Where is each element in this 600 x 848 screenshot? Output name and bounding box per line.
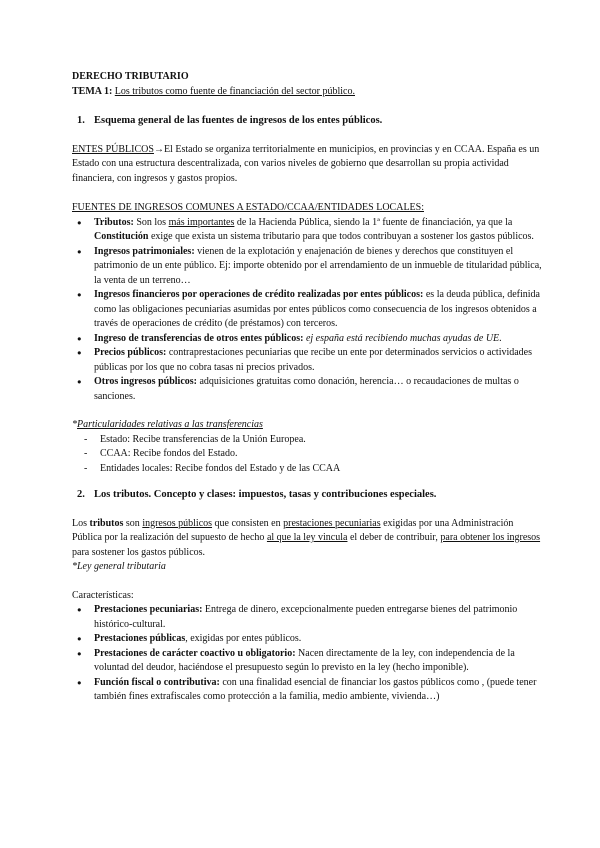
def-text: Los xyxy=(72,517,90,529)
item-text: adquisiciones gratuitas como donación, herencia… o recaudaciones de multas o sanciones. xyxy=(94,376,519,402)
list-item xyxy=(72,603,542,632)
entes-label: ENTES PÚBLICOS xyxy=(72,143,154,155)
entes-text: El Estado se organiza territorialmente en municipios, en provincias y en CCAA. España es un Estado con una estructura descentralizada, con varios niveles de gobierno que desarrollan su propia actividad financiera, con ingresos y gastos propios. xyxy=(72,143,540,184)
section-2-title: Los tributos. Concepto y clases: impuestos, tasas y contribuciones especiales. xyxy=(94,489,437,500)
item-text: Entrega de dinero, excepcionalmente pueden entregarse bienes del patrimonio histórico-cultural. xyxy=(94,604,518,630)
fuentes-list xyxy=(72,216,542,405)
list-item xyxy=(72,676,542,705)
section-1-title: Esquema general de las fuentes de ingresos de los entes públicos. xyxy=(94,115,383,126)
item-term: Prestaciones pecuniarias: xyxy=(94,604,203,615)
def-text: exigidas por una Administración Pública por la realización del supuesto de hecho xyxy=(72,517,514,543)
list-item xyxy=(72,288,542,332)
item-text: , exigidas por entes públicos. xyxy=(185,633,302,644)
def-text: que consisten en xyxy=(212,517,284,529)
list-item xyxy=(72,375,542,404)
caracteristicas-heading: Características: xyxy=(72,589,134,601)
item-text: exige que exista un sistema tributario para que todos contribuyan a sostener los gastos públicos. xyxy=(148,231,534,242)
item-term: Prestaciones de carácter coactivo u obligatorio: xyxy=(94,647,296,659)
item-term: Ingreso de transferencias de otros entes públicos: xyxy=(94,332,304,344)
item-term: Precios públicos: xyxy=(94,347,167,358)
item-underlined: más importantes xyxy=(168,216,235,228)
item-term: Ingresos patrimoniales: xyxy=(94,245,195,257)
def-underlined: para obtener los ingresos xyxy=(440,532,541,543)
item-text: contraprestaciones pecuniarias que recibe un ente por determinados servicios o actividades públicas por los que no cobra tasas ni precios privados. xyxy=(94,347,533,373)
tributos-definition xyxy=(72,517,542,561)
def-underlined: prestaciones pecuniarias xyxy=(283,517,381,529)
item-term: Prestaciones públicas xyxy=(94,633,186,644)
list-item xyxy=(72,332,542,347)
particularidades-title: Particularidades relativas a las transferencias xyxy=(77,419,263,430)
list-item xyxy=(72,647,542,676)
list-item: - Estado: Recibe transferencias de la Unión Europea. xyxy=(72,433,542,448)
item-text: vienen de la explotación y enajenación de bienes y derechos que constituyen el patrimonio de un ente público. Ej: importe obtenido por el arrendamiento de un inmueble de titularidad pública, la venta de un terreno… xyxy=(94,245,542,286)
document-page xyxy=(72,70,542,705)
item-text: es la deuda pública, definida como las obligaciones pecuniarias asumidas por entes públicos como consecuencia de los ingresos obtenidos a través de operaciones de crédito (de préstamos) con terceros. xyxy=(94,289,540,329)
def-underlined: al que la ley vincula xyxy=(266,532,348,543)
item-term: Tributos: xyxy=(94,216,134,228)
caracteristicas-list xyxy=(72,603,542,705)
section-2-heading xyxy=(77,488,542,503)
item-text: de la Hacienda Pública, siendo la 1ª fuente de financiación, ya que la xyxy=(234,216,513,228)
list-item: - CCAA: Recibe fondos del Estado. xyxy=(72,447,542,462)
list-item xyxy=(72,632,542,647)
list-item xyxy=(72,346,542,375)
list-item xyxy=(72,216,542,245)
particularidades-list xyxy=(72,433,542,477)
def-text: el deber de contribuir, xyxy=(347,532,441,543)
item-italic: ej españa está recibiendo muchas ayudas de UE xyxy=(305,332,500,344)
def-underlined: ingresos públicos xyxy=(142,517,213,529)
item-text: Nacen directamente de la ley, con independencia de la voluntad del deudor, haciéndose el presupuesto según lo previsto en la ley (hecho imponible). xyxy=(94,647,515,673)
tema-text: Los tributos como fuente de financiación del sector público. xyxy=(114,85,355,97)
list-item xyxy=(72,245,542,289)
section-2-number: 2. xyxy=(77,489,85,500)
document-title: DERECHO TRIBUTARIO xyxy=(72,71,189,82)
item-term: Otros ingresos públicos: xyxy=(94,376,197,387)
asterisk: * xyxy=(72,419,77,430)
tema-label: TEMA 1: xyxy=(72,85,113,97)
item-term: Ingresos financieros por operaciones de crédito realizadas por entes públicos: xyxy=(94,289,424,300)
def-text: para sostener los gastos públicos. xyxy=(72,546,206,558)
entes-paragraph xyxy=(72,143,542,187)
fuentes-heading: FUENTES DE INGRESOS COMUNES A ESTADO/CCAA/ENTIDADES LOCALES: xyxy=(72,202,424,213)
ley-note: *Ley general tributaria xyxy=(72,561,166,572)
arrow-icon: → xyxy=(153,143,164,155)
item-term: Constitución xyxy=(94,231,149,242)
item-text: . xyxy=(499,332,502,344)
item-text: Son los xyxy=(133,216,169,228)
item-term: Función fiscal o contributiva: xyxy=(94,676,220,688)
section-1-heading xyxy=(77,114,542,129)
section-1-number: 1. xyxy=(77,115,85,126)
list-item: - Entidades locales: Recibe fondos del Estado y de las CCAA xyxy=(72,462,542,477)
particularidades-heading xyxy=(72,418,542,433)
item-text: con una finalidad esencial de financiar los gastos públicos como , (puede tener también fines extrafiscales como protección a la familia, medio ambiente, vivienda…) xyxy=(94,676,537,702)
def-text: son xyxy=(123,517,143,529)
tema-line xyxy=(72,85,542,100)
def-term: tributos xyxy=(89,517,124,529)
